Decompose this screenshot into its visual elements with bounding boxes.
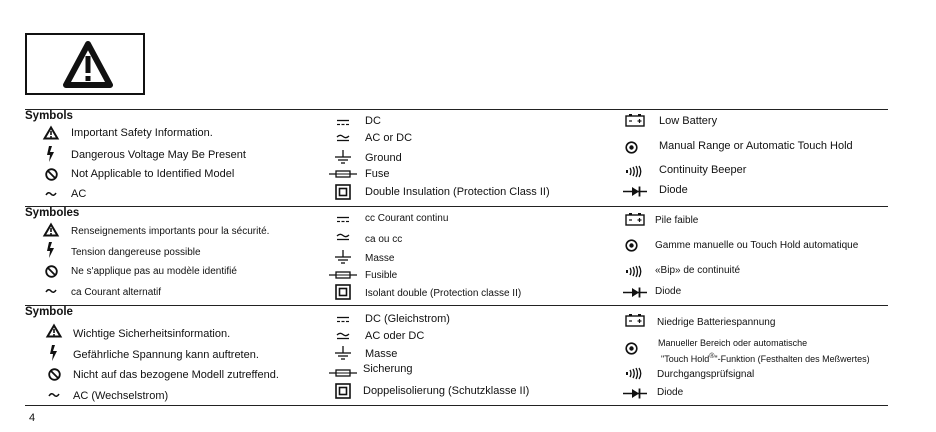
symbol-label: ca ou cc (365, 234, 403, 245)
touch-hold-line (661, 350, 870, 366)
battery-icon (624, 113, 646, 127)
symbol-label: Sicherung (363, 363, 413, 375)
prohibited-icon (45, 367, 63, 381)
touch-hold-suffix: " (714, 354, 718, 364)
symbol-label: Pile faible (655, 215, 699, 226)
symbol-label: AC (71, 188, 87, 200)
diode-icon (622, 285, 648, 299)
section-heading-en: Symbols (25, 110, 73, 122)
fuse-icon (328, 167, 358, 181)
ground-icon (334, 346, 352, 360)
warning-icon (45, 324, 63, 338)
symbol-label: Durchgangsprüfsignal (657, 369, 755, 380)
symbol-label: Renseignements importants pour la sécurité. (71, 226, 270, 237)
dc-icon (334, 312, 352, 326)
symbol-label: cc Courant continu (365, 213, 449, 224)
symbol-label: DC (Gleichstrom) (365, 313, 450, 325)
registered-mark: ® (709, 353, 715, 360)
symbol-label: AC or DC (365, 132, 413, 144)
ground-icon (334, 250, 352, 264)
ac-tilde-icon (42, 187, 60, 201)
symbol-label: Gefährliche Spannung kann auftreten. (73, 349, 259, 361)
fuse-icon (328, 268, 358, 282)
lightning-icon (42, 243, 60, 257)
symbol-label: DC (365, 115, 381, 127)
ac-dc-icon (334, 131, 352, 145)
symbol-label: Diode (657, 387, 684, 398)
symbol-label: Masse (365, 348, 398, 360)
warning-triangle-icon (63, 41, 113, 89)
battery-icon (624, 212, 646, 226)
ac-dc-icon (334, 329, 352, 343)
prohibited-icon (42, 264, 60, 278)
ac-tilde-icon (42, 284, 60, 298)
symbol-label: Fusible (365, 270, 398, 281)
touch-hold-icon (622, 238, 640, 252)
touch-hold-rest: -Funktion (Festhalten des Meßwertes) (717, 354, 870, 364)
symbol-label: Tension dangereuse possible (71, 247, 201, 258)
symbol-label: Nicht auf das bezogene Modell zutreffend. (73, 369, 279, 381)
beeper-icon (624, 366, 644, 380)
symbol-label: Ground (365, 152, 402, 164)
touch-hold-prefix: "Touch Hold (661, 354, 710, 364)
symbol-label: Not Applicable to Identified Model (71, 168, 235, 180)
symbol-label: Low Battery (659, 115, 718, 127)
battery-icon (624, 313, 646, 327)
symbol-label: Masse (365, 253, 395, 264)
section-divider (25, 405, 888, 406)
page-number: 4 (29, 412, 36, 424)
symbol-label: Niedrige Batteriespannung (657, 317, 776, 328)
symbol-label: Continuity Beeper (659, 164, 747, 176)
section-heading-fr: Symboles (25, 207, 80, 219)
double-insulation-icon (334, 283, 352, 301)
symbol-label: Doppelisolierung (Schutzklasse II) (363, 385, 530, 397)
double-insulation-icon (334, 382, 352, 400)
ac-tilde-icon (45, 388, 63, 402)
symbol-label: Manueller Bereich oder automatische (658, 338, 808, 348)
symbol-label: Diode (659, 184, 688, 196)
diode-icon (622, 386, 648, 400)
touch-hold-icon (622, 140, 640, 154)
touch-hold-icon (622, 341, 640, 355)
section-divider (25, 109, 888, 110)
section-divider (25, 206, 888, 207)
beeper-icon (624, 264, 644, 278)
symbol-label: Wichtige Sicherheitsinformation. (73, 328, 231, 340)
dc-icon (334, 115, 352, 129)
prohibited-icon (42, 167, 60, 181)
diode-icon (622, 184, 648, 198)
symbol-label: Gamme manuelle ou Touch Hold automatique (655, 240, 859, 251)
warning-icon (42, 126, 60, 140)
fuse-icon (328, 366, 358, 380)
ground-icon (334, 150, 352, 164)
ac-dc-icon (334, 230, 352, 244)
beeper-icon (624, 164, 644, 178)
symbol-label: AC oder DC (365, 330, 425, 342)
double-insulation-icon (334, 183, 352, 201)
symbol-label: «Bip» de continuité (655, 265, 741, 276)
warning-box (25, 33, 145, 95)
symbol-label: Important Safety Information. (71, 127, 213, 139)
lightning-icon (42, 147, 60, 161)
warning-icon (42, 223, 60, 237)
symbol-label: Fuse (365, 168, 390, 180)
section-divider (25, 305, 888, 306)
dc-icon (334, 212, 352, 226)
symbol-label: Isolant double (Protection classe II) (365, 288, 522, 299)
lightning-icon (45, 346, 63, 360)
symbol-label: Manual Range or Automatic Touch Hold (659, 140, 853, 152)
symbol-label: Dangerous Voltage May Be Present (71, 149, 246, 161)
section-heading-de: Symbole (25, 306, 73, 318)
symbol-label: Diode (655, 286, 682, 297)
symbol-label: ca Courant alternatif (71, 287, 162, 298)
symbol-label: AC (Wechselstrom) (73, 390, 169, 402)
symbol-label: Double Insulation (Protection Class II) (365, 186, 550, 198)
symbol-label: Ne s'applique pas au modèle identifié (71, 266, 237, 277)
